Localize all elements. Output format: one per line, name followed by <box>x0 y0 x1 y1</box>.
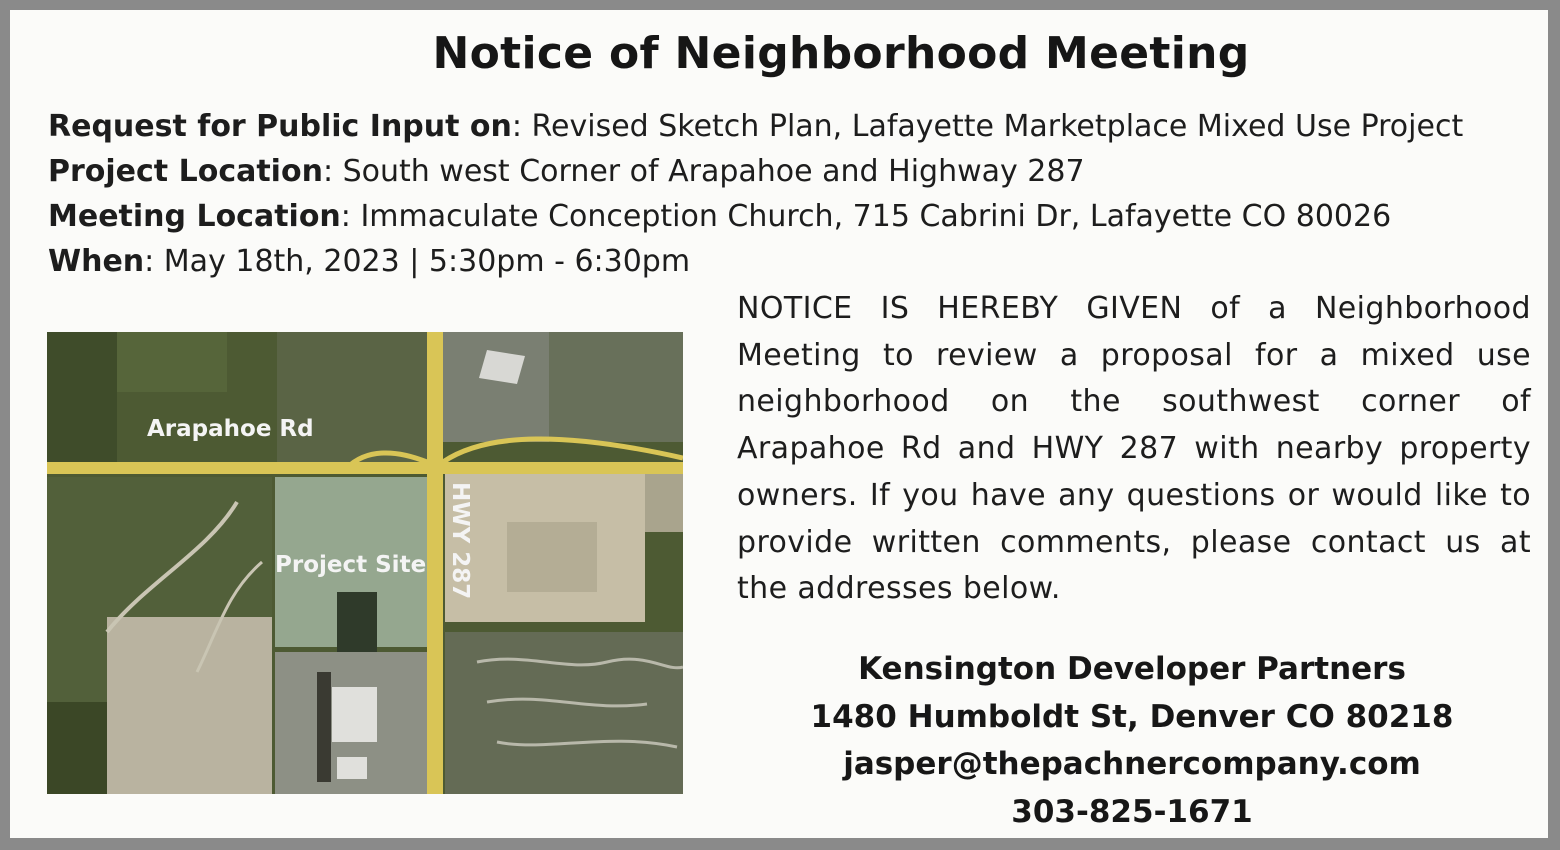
hwy-287-road <box>427 332 443 794</box>
meeting-label: Meeting Location <box>48 199 341 234</box>
building-south-2 <box>337 757 367 779</box>
building-ne <box>479 350 525 384</box>
parking-ne <box>439 332 549 442</box>
field-nw <box>47 332 117 464</box>
request-row <box>48 104 1463 149</box>
request-label: Request for Public Input on <box>48 109 512 144</box>
aerial-map <box>47 332 683 794</box>
request-value: : Revised Sketch Plan, Lafayette Marketplace Mixed Use Project <box>511 109 1464 144</box>
dirt-sw <box>107 617 272 794</box>
notice-title: Notice of Neighborhood Meeting <box>432 28 1250 79</box>
neighborhood-ne <box>549 332 683 442</box>
meeting-value: : Immaculate Conception Church, 715 Cabrini Dr, Lafayette CO 80026 <box>340 199 1392 234</box>
hwy-287-label: HWY 287 <box>447 482 473 600</box>
when-row <box>48 239 1463 284</box>
field-nw-2 <box>117 332 227 392</box>
aerial-map-image <box>47 332 683 794</box>
contact-company: Kensington Developer Partners <box>858 651 1406 687</box>
contact-block <box>792 646 1472 836</box>
development-east <box>645 472 683 532</box>
field-sw-2 <box>47 702 107 794</box>
when-value: : May 18th, 2023 | 5:30pm - 6:30pm <box>144 244 691 279</box>
tree-line-south <box>317 672 331 782</box>
arapahoe-rd-label: Arapahoe Rd <box>147 416 314 442</box>
building-south <box>332 687 377 742</box>
contact-email[interactable]: jasper@thepachnercompany.com <box>843 746 1421 782</box>
project-site-label: Project Site <box>275 552 427 578</box>
when-label: When <box>48 244 145 279</box>
meeting-info <box>48 104 1463 284</box>
notice-flyer <box>10 10 1548 838</box>
development-pad <box>507 522 597 592</box>
contact-address: 1480 Humboldt St, Denver CO 80218 <box>810 698 1454 735</box>
arapahoe-road <box>47 462 683 474</box>
location-row <box>48 149 1463 194</box>
neighborhood-nw <box>277 332 427 467</box>
location-value: : South west Corner of Arapahoe and Highway 287 <box>322 154 1085 189</box>
notice-paragraph: NOTICE IS HEREBY GIVEN of a Neighborhood Meeting to review a proposal for a mixed use neighborhood on the southwest corner of Arapahoe Rd and HWY 287 with nearby property owners. If you have any questions or would like to provide written comments, please contact us at the addresses below. <box>737 291 1531 607</box>
location-label: Project Location <box>48 154 323 189</box>
meeting-row <box>48 194 1463 239</box>
contact-phone[interactable]: 303-825-1671 <box>1011 793 1253 830</box>
site-trees <box>337 592 377 662</box>
neighborhood-se <box>445 632 683 794</box>
